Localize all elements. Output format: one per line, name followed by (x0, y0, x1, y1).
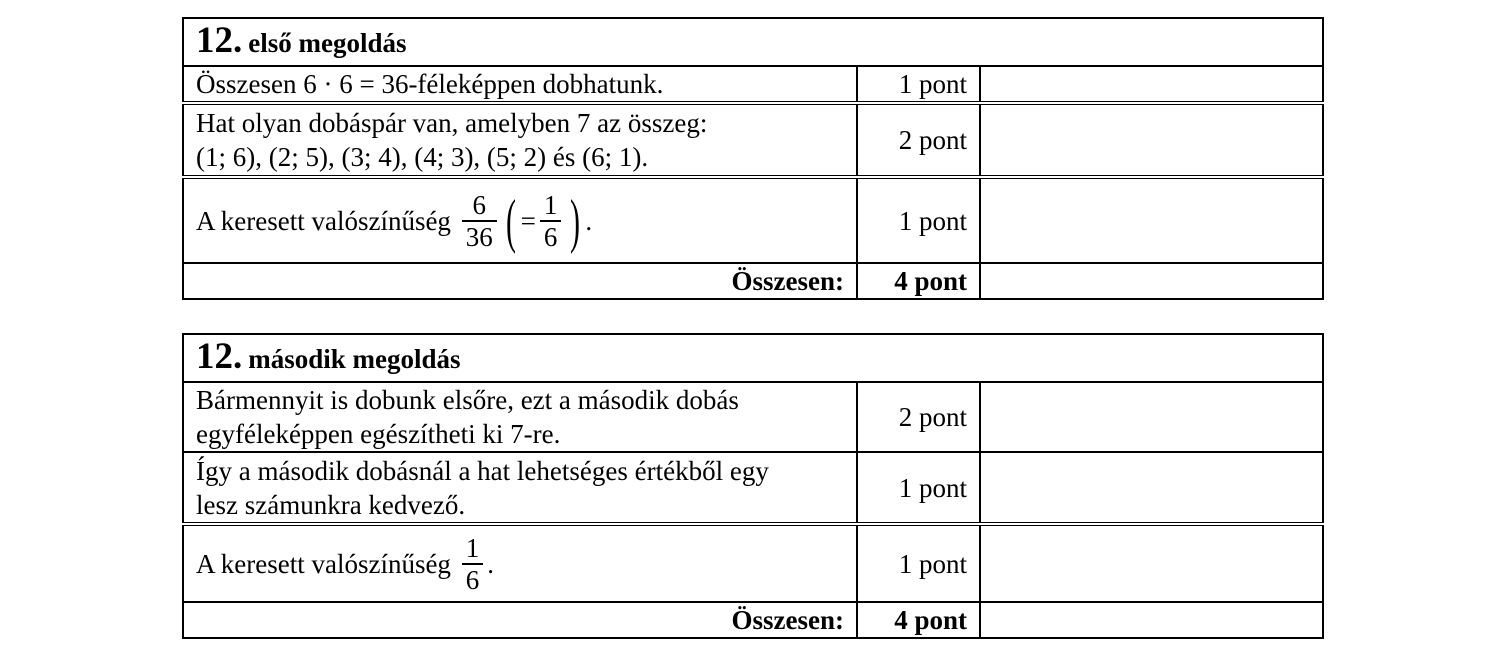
table-row (183, 103, 1323, 177)
step-points: 1 pont (857, 524, 980, 602)
grader-cell (980, 382, 1323, 452)
step-points: 2 pont (857, 382, 980, 452)
table-row (183, 452, 1323, 524)
table-row (183, 524, 1323, 602)
total-points: 4 pont (857, 602, 980, 638)
step-points: 1 pont (857, 177, 980, 263)
step-points: 1 pont (857, 66, 980, 103)
step-text-prefix: A keresett valószínűség (196, 548, 451, 579)
fraction-denominator: 36 (465, 221, 493, 252)
solution-title: második megoldás (248, 344, 461, 374)
first-solution-header-row (183, 18, 1323, 66)
fraction-denominator: 6 (465, 564, 480, 595)
step-text-line: Hat olyan dobáspár van, amelyben 7 az összeg: (196, 108, 708, 138)
table-row (183, 66, 1323, 103)
total-row (183, 602, 1323, 638)
total-label: Összesen: (183, 263, 857, 299)
fraction (462, 533, 484, 595)
fraction (462, 190, 497, 252)
step-text (183, 177, 857, 263)
fraction-numerator: 1 (462, 533, 484, 565)
step-text (183, 103, 857, 177)
total-label: Összesen: (183, 602, 857, 638)
second-solution-table (182, 333, 1324, 639)
fraction-numerator: 1 (540, 190, 562, 222)
problem-number: 12. (196, 20, 243, 61)
fraction-numerator: 6 (462, 190, 497, 222)
step-text: Összesen 6 · 6 = 36-féleképpen dobhatunk. (183, 66, 857, 103)
grader-cell (980, 103, 1323, 177)
grader-cell (980, 524, 1323, 602)
first-solution-table (182, 17, 1324, 300)
total-points: 4 pont (857, 263, 980, 299)
left-paren: ( (505, 187, 516, 254)
step-text-line: lesz számunkra kedvező. (196, 489, 466, 520)
grader-cell (980, 452, 1323, 524)
period: . (487, 548, 494, 579)
solution-title: első megoldás (248, 28, 407, 58)
step-text-line: egyféleképpen egészítheti ki 7-re. (196, 419, 561, 449)
step-text (183, 524, 857, 602)
step-points: 2 pont (857, 103, 980, 177)
right-paren: ) (570, 187, 581, 254)
grader-cell (980, 602, 1323, 638)
fraction (540, 190, 562, 252)
table-row (183, 382, 1323, 452)
second-solution-header (183, 334, 1323, 382)
fraction-denominator: 6 (543, 221, 558, 252)
step-text-line: Bármennyit is dobunk elsőre, ezt a második dobás (196, 385, 739, 415)
step-text-line: Így a második dobásnál a hat lehetséges értékből egy (196, 455, 769, 486)
grader-cell (980, 263, 1323, 299)
grader-cell (980, 177, 1323, 263)
period: . (585, 205, 593, 236)
step-text (183, 452, 857, 524)
step-text-prefix: A keresett valószínűség (196, 205, 451, 236)
first-solution-header (183, 18, 1323, 66)
table-row (183, 177, 1323, 263)
equals-sign: = (520, 205, 536, 236)
step-text-line: (1; 6), (2; 5), (3; 4), (4; 3), (5; 2) és (6; 1). (196, 142, 649, 172)
second-solution-header-row (183, 334, 1323, 382)
grader-cell (980, 66, 1323, 103)
total-row (183, 263, 1323, 299)
step-points: 1 pont (857, 452, 980, 524)
problem-number: 12. (196, 336, 243, 377)
step-text (183, 382, 857, 452)
